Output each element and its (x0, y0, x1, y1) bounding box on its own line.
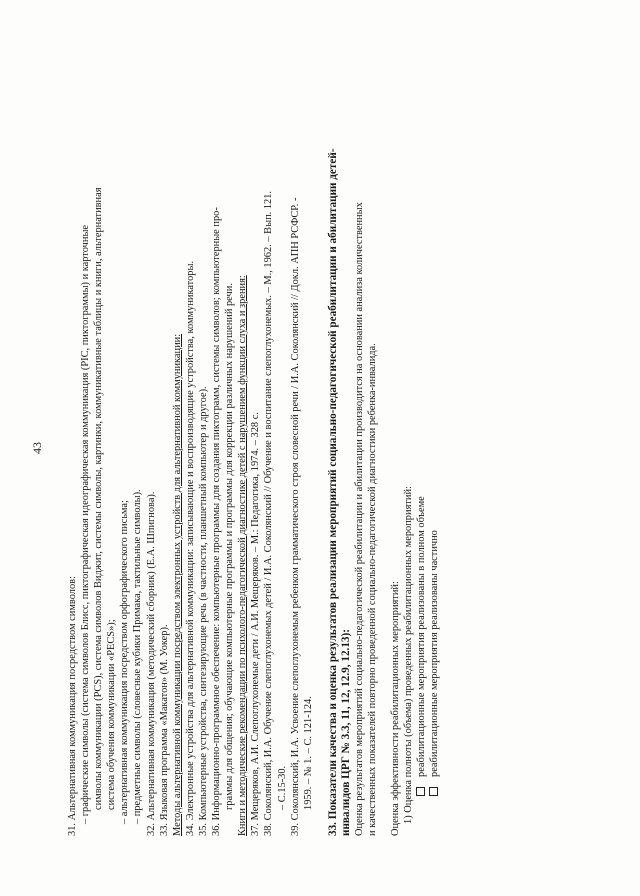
checkbox-label-full: реабилитационные мероприятия реализованы в полном объеме (416, 496, 428, 777)
item-31: 31. Альтернативная коммуникация посредством символов: (67, 576, 78, 836)
bullet-graphic-symbols-end: система обучения коммуникации «PECS»); (106, 619, 118, 810)
page-number: 43 (30, 442, 44, 454)
item-36-cont: граммы для общения; обучающие компьютерные программы и программы для коррекции различных нарушений речи. (224, 283, 236, 810)
checkbox-row-partial (428, 26, 441, 836)
bullet-orthographic: – альтернативная коммуникация посредством орфографического письма; (119, 500, 131, 824)
checkbox-icon[interactable] (429, 787, 438, 796)
checkbox-icon[interactable] (416, 787, 425, 796)
item-36: 36. Информационно-программное обеспечение: компьютерные программы для создания пиктограмм, системы символов; компьютерные про- (211, 207, 223, 836)
item-38-cont: – С.15-30. (276, 765, 288, 810)
assessment-paragraph-cont: и качественных показателей повторно проведенной социально-педагогической диагностики ребенка-инвалида. (367, 343, 379, 836)
assessment-paragraph: Оценка результатов мероприятий социально-педагогической реабилитации и абилитации производится на основании анализа количественных (353, 202, 365, 836)
checkbox-label-partial: реабилитационные мероприятия реализованы частично (429, 530, 441, 777)
effectiveness-title: Оценка эффективности реабилитационных мероприятий: (390, 581, 402, 836)
bullet-graphic-symbols-cont: символы коммуникации (PCS), система символов Виджит, системы символы, картинки, коммуникативные таблицы и книги, альтернативная (93, 187, 105, 810)
bullet-object-symbols: – предметные символы (словесные кубики Примака, тактильные символы). (132, 489, 144, 824)
item-33: 33. Языковая программа «Макатон» (М. Уокер). (158, 624, 170, 836)
item-32: 32. Альтернативная коммуникация (методический сборник) (Е.А. Шпигнова). (145, 491, 157, 836)
item-37: 37. Мещеряков, А.И. Слепоглухонемые дети / А.И. Мещеряков. – М.: Педагогика, 1974. – 328 с. (250, 412, 262, 836)
item-35: 35. Компьютерные устройства, синтезирующие речь (в частности, планшетный компьютер и другое). (197, 386, 209, 836)
section-heading-33: 33. Показатели качества и оценка результатов реализации мероприятий социально-педагогической реабилитации и абилитации детей- (326, 148, 339, 836)
item-38: 38. Соколянский, И.А. Обучение слепоглухонемых детей / И.А. Соколянский // Обучение и воспитание слепоглухонемых. – М., 1962. – Вып. 121. (263, 190, 275, 836)
section-electronic-methods: Методы альтернативной коммуникации посредством электронных устройств для альтернативной коммуникации: (171, 333, 183, 836)
checkbox-row-full (415, 26, 428, 836)
bullet-graphic-symbols: – графические символы (система символов Блисс, пиктографическая идеографическая коммуникация (PIC, пиктограммы) и карточные (80, 224, 92, 824)
item-39: 39. Соколянский, И.А. Усвоение слепоглухонемым ребенком грамматического строя словесной речи / И.А. Соколянский // Докл. АПН РСФСР. - (289, 197, 301, 836)
section-books: Книги и методические рекомендации по психолого-педагогической диагностике детей с нарушением функции слуха и зрения: (237, 275, 249, 836)
section-heading-33-cont: инвалидов ЦРГ № 3.3, 11, 12, 12.9, 12.13): (339, 629, 352, 836)
document-body (66, 26, 442, 836)
item-39-cont: 1959. – № 1. – С. 121-124. (302, 696, 314, 810)
completeness-item: 1) Оценка полноты (объема) проведенных реабилитационных мероприятий: (403, 486, 415, 824)
item-34: 34. Электронные устройства для альтернативной коммуникации: записывающие и воспроизводящие устройства, коммуникаторы. (184, 260, 196, 836)
